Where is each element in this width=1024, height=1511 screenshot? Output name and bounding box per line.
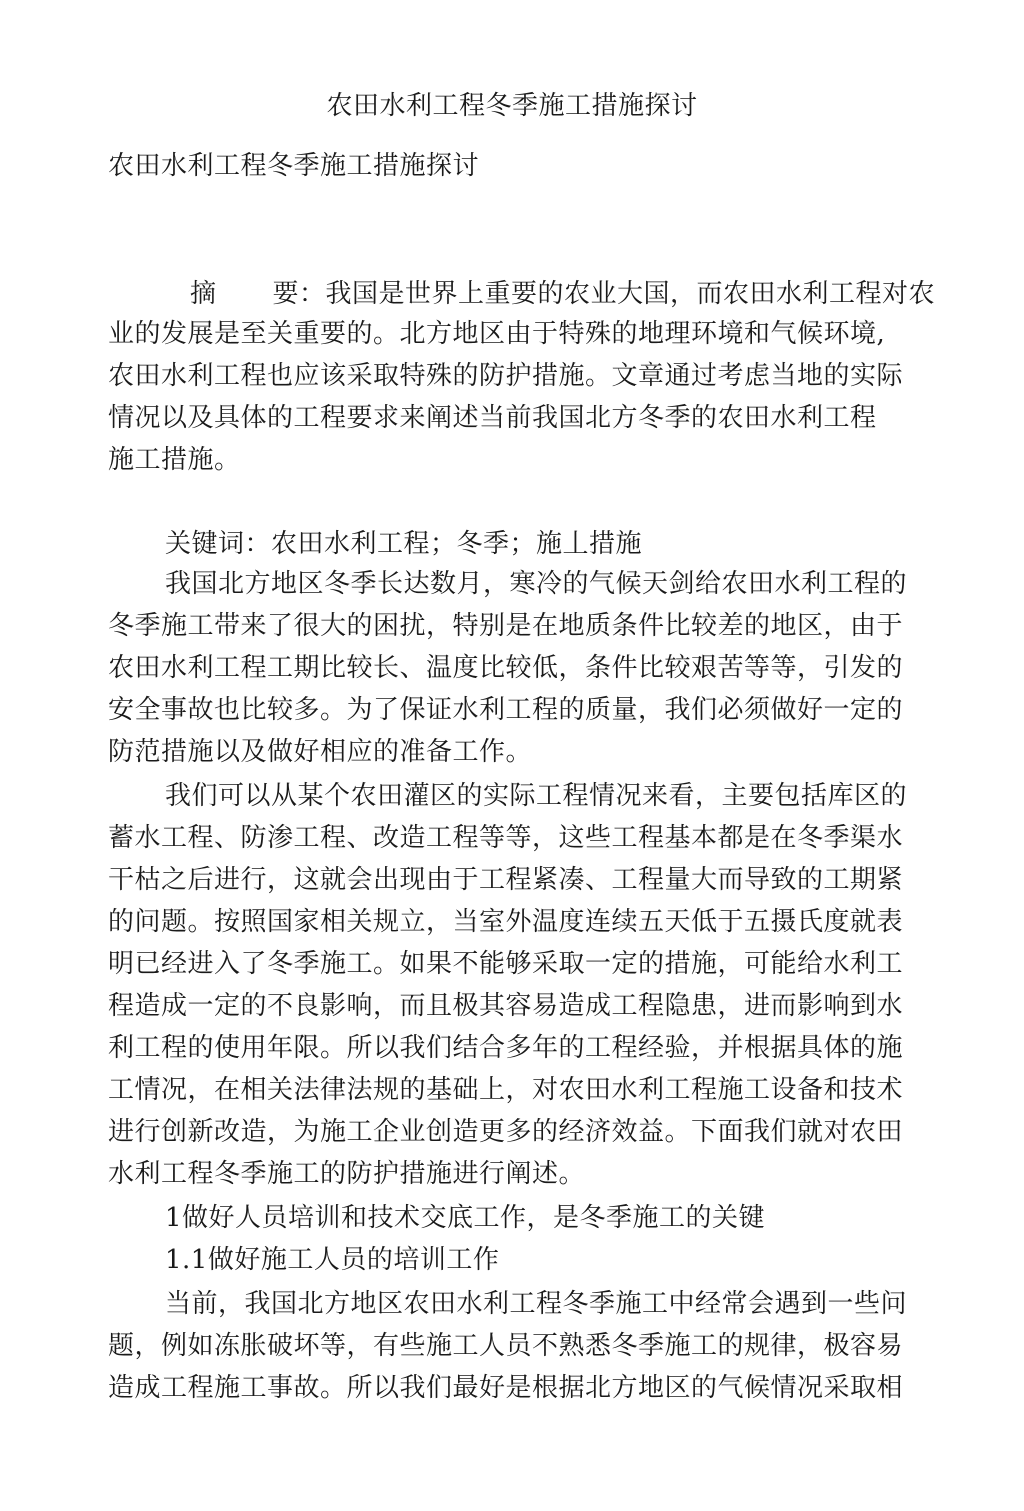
section-heading-1: 1做好人员培训和技术交底工作，是冬季施工的关键 — [165, 1203, 766, 1233]
abstract-line: 情况以及具体的工程要求来阐述当前我国北方冬季的农田水利工程 — [108, 403, 877, 433]
keywords: 关键词：农田水利工程；冬季；施丄措施 — [165, 529, 643, 559]
paragraph-line: 利工程的使用年限。所以我们结合多年的工程经验，并根据具体的施 — [108, 1033, 904, 1063]
abstract-line: 业的发展是至关重要的。北方地区由于特殊的地理环境和气候环境, — [108, 319, 886, 349]
paragraph-line: 明已经进入了冬季施工。如果不能够采取一定的措施，可能给水利工 — [108, 949, 904, 979]
abstract-line: 农田水利工程也应该采取特殊的防护措施。文章通过考虑当地的实际 — [108, 361, 904, 391]
abstract-first-line — [190, 274, 935, 314]
paragraph-line: 蓄水工程、防渗工程、改造工程等等，这些工程基本都是在冬季渠水 — [108, 823, 904, 853]
paragraph-line: 冬季施工带来了很大的困扰，特别是在地质条件比较差的地区，由于 — [108, 611, 904, 641]
paragraph-line: 造成工程施工事故。所以我们最好是根据北方地区的气候情况采取相 — [108, 1373, 904, 1403]
abstract-line: 施工措施。 — [108, 445, 241, 475]
paragraph-line: 防范措施以及做好相应的准备工作。 — [108, 737, 533, 767]
paragraph-line: 工情况，在相关法律法规的基础上，对农田水利工程施工设备和技术 — [108, 1075, 904, 1105]
paragraph-line: 水利工程冬季施工的防护措施进行阐述。 — [108, 1159, 586, 1189]
paragraph-line: 程造成一定的不良影响，而且极其容易造成工程隐患，进而影响到水 — [108, 991, 904, 1021]
paragraph-line: 干枯之后进行，这就会出现由于工程紧凑、工程量大而导致的工期紧 — [108, 865, 904, 895]
paragraph-line: 农田水利工程工期比较长、温度比较低，条件比较艰苦等等，引发的 — [108, 653, 904, 683]
paragraph-line: 的问题。按照国家相关规立，当室外温度连续五天低于五摄氏度就表 — [108, 907, 904, 937]
abstract-label-b: 要：我国是世界上重要的农业大国，而农田水利工程对农 — [272, 279, 936, 309]
paragraph-line: 我国北方地区冬季长达数月，寒冷的气候天剑给农田水利工程的 — [165, 569, 908, 599]
paragraph-line: 安全事故也比较多。为了保证水利工程的质量，我们必须做好一定的 — [108, 695, 904, 725]
paragraph-line: 当前，我国北方地区农田水利工程冬季施工中经常会遇到一些问 — [165, 1289, 908, 1319]
document-title: 农田水利工程冬季施工措施探讨 — [326, 91, 698, 121]
paragraph-line: 进行创新改造，为施工企业创造更多的经济效益。下面我们就对农田 — [108, 1117, 904, 1147]
abstract-label-a: 摘 — [190, 279, 217, 309]
paragraph-line: 我们可以从某个农田灌区的实际工程情况来看，主要包括库区的 — [165, 781, 908, 811]
section-heading-1-1: 1.1做好施工人员的培训工作 — [165, 1245, 500, 1275]
paragraph-line: 题，例如冻胀破坏等，有些施工人员不熟悉冬季施工的规律，极容易 — [108, 1331, 904, 1361]
document-subtitle: 农田水利工程冬季施工措施探讨 — [108, 151, 480, 181]
